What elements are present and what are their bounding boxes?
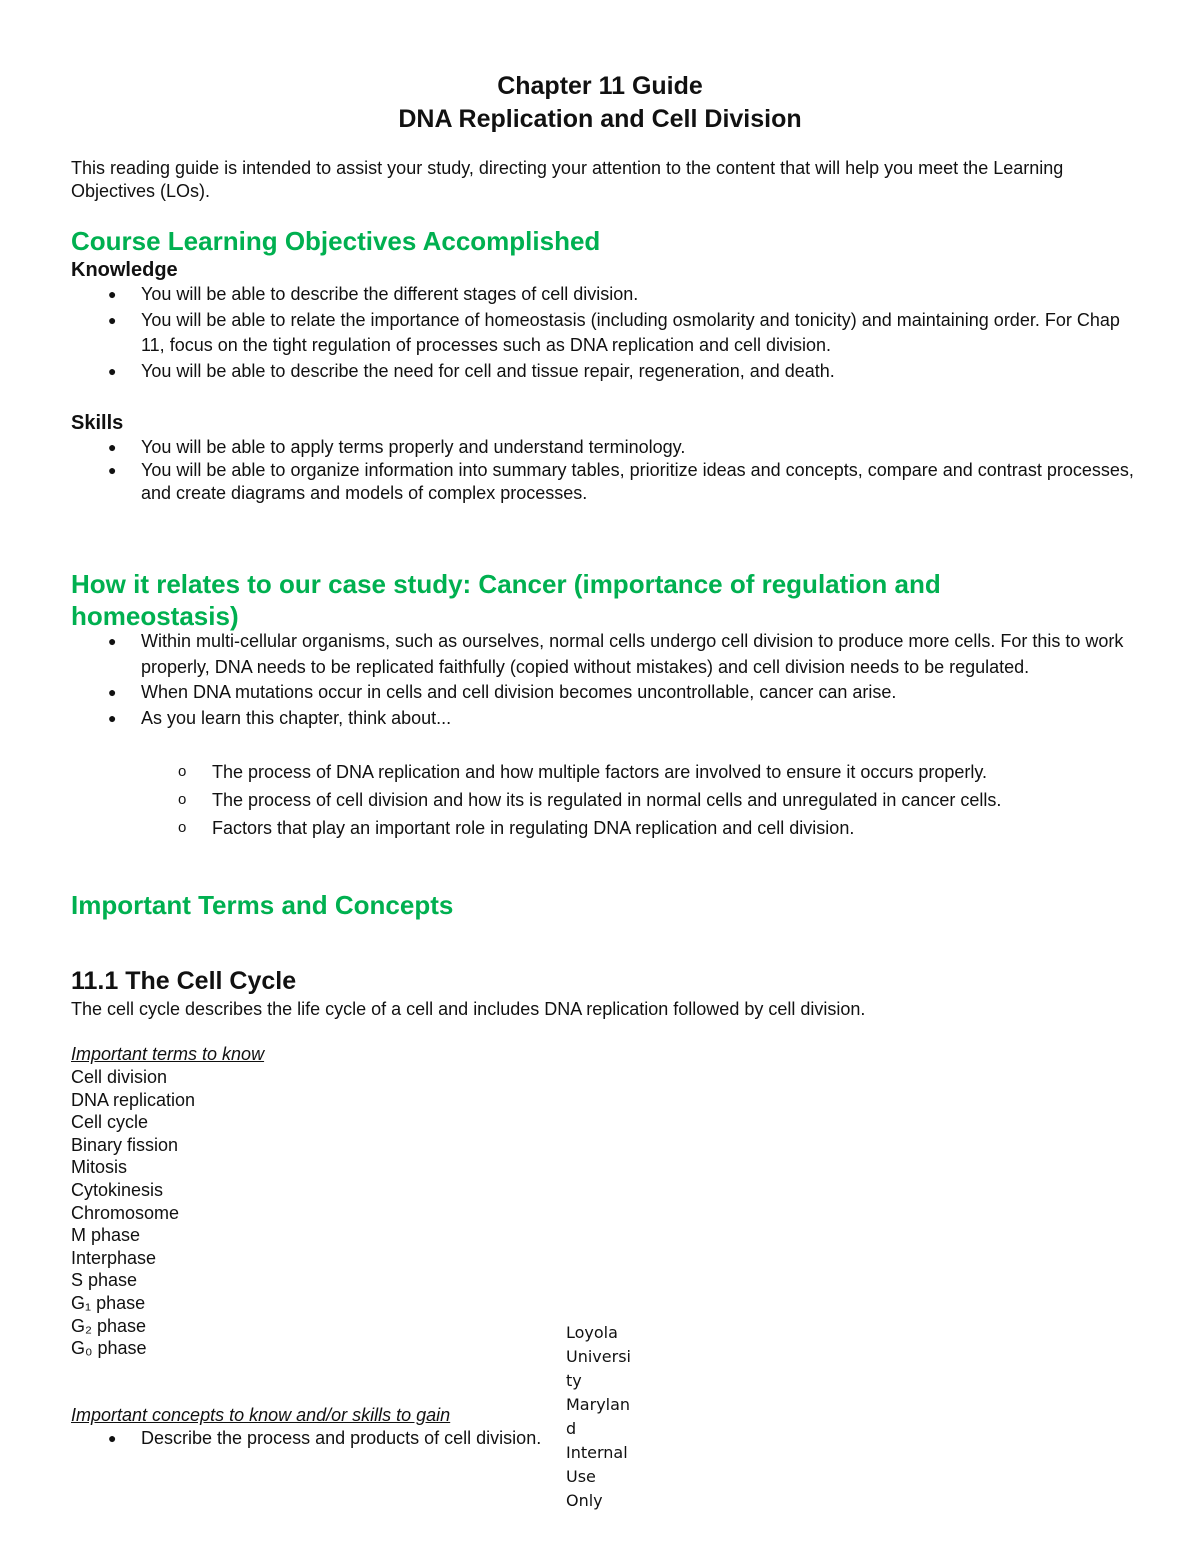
section-description: The cell cycle describes the life cycle of a cell and includes DNA replication followed by cell division. [71, 999, 866, 1019]
knowledge-list [108, 282, 1141, 384]
bullet-icon: ● [108, 684, 117, 700]
list-item: DNA replication [71, 1089, 196, 1110]
document-title: Chapter 11 Guide [497, 72, 703, 100]
circle-bullet-icon: o [178, 819, 187, 836]
concepts-label: Important concepts to know and/or skills to gain [71, 1405, 451, 1425]
stamp-line: Only [566, 1491, 603, 1510]
list-item: G₂ phase [71, 1315, 147, 1336]
knowledge-heading: Knowledge [71, 259, 178, 281]
list-item: S phase [71, 1270, 138, 1291]
skills-list [108, 436, 1141, 505]
list-item: ● You will be able to organize information into summary tables, prioritize ideas and concepts, compare and contrast processes, and create diagrams and models of complex processes. [108, 460, 1134, 503]
bullet-icon: ● [108, 362, 117, 379]
intro-paragraph: This reading guide is intended to assist your study, directing your attention to the content that will help you meet the Learning Objectives (LOs). [71, 158, 1064, 201]
list-item: o The process of cell division and how its is regulated in normal cells and unregulated in cancer cells. [212, 786, 1142, 814]
list-item: ● You will be able to describe the need for cell and tissue repair, regeneration, and death. [141, 359, 1141, 385]
stamp-line: ty [566, 1371, 582, 1390]
terms-list [71, 1066, 195, 1360]
bullet-icon: ● [108, 462, 117, 478]
circle-bullet-icon: o [178, 763, 187, 780]
list-item: ● Describe the process and products of cell division. [141, 1426, 1041, 1452]
bullet-icon: ● [108, 439, 117, 455]
stamp-line: Internal [566, 1443, 628, 1462]
stamp-line: Universi [566, 1347, 631, 1366]
list-item: Cell cycle [71, 1112, 149, 1133]
list-item: ● You will be able to apply terms properly and understand terminology. [108, 437, 686, 457]
list-item: Cell division [71, 1067, 168, 1087]
bullet-icon: ● [108, 633, 117, 649]
list-item: ● Within multi-cellular organisms, such as ourselves, normal cells undergo cell division to produce more cells. For this to work properly, DNA needs to be replicated faithfully (copied without mistakes) and cell division needs to be regulated. [108, 631, 1124, 677]
list-item: o The process of DNA replication and how multiple factors are involved to ensure it occurs properly. [212, 758, 1142, 786]
list-item: ● You will be able to relate the importance of homeostasis (including osmolarity and tonicity) and maintaining order. For Chap 11, focus on the tight regulation of processes such as DNA replication and cell division. [108, 309, 1120, 355]
case-study-heading: How it relates to our case study: Cancer (importance of regulation and homeostasis) [71, 569, 941, 631]
internal-use-stamp [566, 1321, 646, 1513]
bullet-icon: ● [108, 1430, 117, 1446]
skills-heading: Skills [71, 412, 124, 434]
list-item: Mitosis [71, 1157, 128, 1178]
list-item: ● When DNA mutations occur in cells and cell division becomes uncontrollable, cancer can arise. [141, 680, 1141, 706]
terms-heading: Important Terms and Concepts [71, 890, 454, 920]
bullet-icon: ● [108, 286, 117, 302]
stamp-line: Loyola [566, 1323, 618, 1342]
document-subtitle: DNA Replication and Cell Division [398, 105, 802, 133]
bullet-icon: ● [108, 311, 117, 328]
list-item: Chromosome [71, 1202, 180, 1223]
list-item: M phase [71, 1225, 141, 1246]
list-item: Binary fission [71, 1134, 179, 1155]
stamp-line: Use [566, 1467, 596, 1486]
objectives-heading: Course Learning Objectives Accomplished [71, 226, 601, 256]
list-item: G₀ phase [71, 1338, 147, 1359]
stamp-line: d [566, 1419, 577, 1438]
section-title: 11.1 The Cell Cycle [71, 967, 297, 995]
list-item: ● As you learn this chapter, think about... [141, 706, 1141, 732]
list-item: G₁ phase [71, 1292, 146, 1313]
circle-bullet-icon: o [178, 791, 187, 808]
stamp-line: Marylan [566, 1395, 631, 1414]
list-item: ● You will be able to describe the different stages of cell division. [141, 282, 1141, 308]
case-study-list [108, 629, 1141, 731]
list-item: Cytokinesis [71, 1179, 164, 1200]
case-study-sublist [178, 758, 1142, 842]
terms-label: Important terms to know [71, 1044, 265, 1064]
list-item: Interphase [71, 1247, 157, 1268]
bullet-icon: ● [108, 709, 117, 726]
list-item: o Factors that play an important role in regulating DNA replication and cell division. [212, 814, 1142, 842]
